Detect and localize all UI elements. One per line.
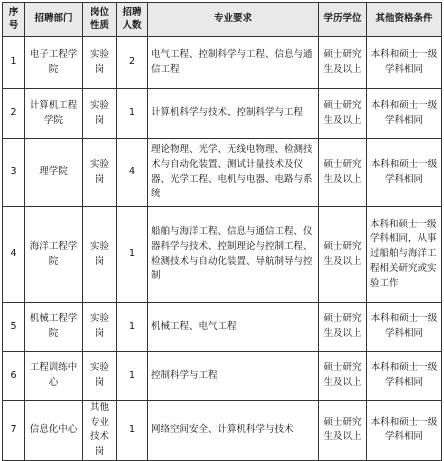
- table-row: [3, 37, 442, 89]
- cell-dept: 理学院: [25, 139, 83, 207]
- cell-no: 3: [3, 139, 25, 207]
- cell-count: 1: [117, 89, 148, 139]
- cell-degree: 硕士研究生及以上: [319, 37, 367, 89]
- cell-degree: 硕士研究生及以上: [319, 207, 367, 303]
- table-row: [3, 401, 442, 461]
- cell-no: 1: [3, 37, 25, 89]
- cell-other: 本科和硕士一级学科相同: [367, 139, 442, 207]
- header-major: 专业要求: [148, 3, 319, 37]
- cell-count: 1: [117, 401, 148, 461]
- cell-post-type: 实验岗: [83, 207, 117, 303]
- cell-count: 1: [117, 207, 148, 303]
- cell-dept: 信息化中心: [25, 401, 83, 461]
- cell-major: 计算机科学与技术、控制科学与工程: [148, 89, 319, 139]
- header-degree: 学历学位: [319, 3, 367, 37]
- cell-degree: 硕士研究生及以上: [319, 352, 367, 401]
- cell-post-type: 实验岗: [83, 89, 117, 139]
- cell-post-type: 实验岗: [83, 303, 117, 352]
- cell-degree: 硕士研究生及以上: [319, 401, 367, 461]
- cell-other: 本科和硕士一级学科相同: [367, 352, 442, 401]
- cell-post-type: 实验岗: [83, 37, 117, 89]
- cell-count: 1: [117, 303, 148, 352]
- cell-major: 电气工程、控制科学与工程、信息与通信工程: [148, 37, 319, 89]
- cell-post-type: 其他专业技术岗: [83, 401, 117, 461]
- cell-post-type: 实验岗: [83, 352, 117, 401]
- header-other: 其他资格条件: [367, 3, 442, 37]
- cell-no: 5: [3, 303, 25, 352]
- cell-dept: 工程训练中心: [25, 352, 83, 401]
- header-count: 招聘人数: [117, 3, 148, 37]
- cell-other: 本科和硕士一级学科相同，从事过船舶与海洋工程相关研究或实验工作: [367, 207, 442, 303]
- header-row: [3, 3, 442, 37]
- cell-count: 1: [117, 352, 148, 401]
- cell-major: 理论物理、光学、无线电物理、检测技术与自动化装置、测试计量技术及仪器、光学工程、电机与电器、电路与系统: [148, 139, 319, 207]
- cell-major: 机械工程、电气工程: [148, 303, 319, 352]
- cell-other: 本科和硕士一级学科相同: [367, 401, 442, 461]
- cell-no: 7: [3, 401, 25, 461]
- cell-count: 4: [117, 139, 148, 207]
- table-row: [3, 89, 442, 139]
- header-no: 序号: [3, 3, 25, 37]
- cell-no: 6: [3, 352, 25, 401]
- cell-other: 本科和硕士一级学科相同: [367, 303, 442, 352]
- cell-no: 2: [3, 89, 25, 139]
- header-post-type: 岗位性质: [83, 3, 117, 37]
- cell-post-type: 实验岗: [83, 139, 117, 207]
- recruitment-table: [2, 2, 442, 461]
- cell-degree: 硕士研究生及以上: [319, 303, 367, 352]
- table-row: [3, 139, 442, 207]
- cell-major: 网络空间安全、计算机科学与技术: [148, 401, 319, 461]
- cell-degree: 硕士研究生及以上: [319, 139, 367, 207]
- cell-dept: 机械工程学院: [25, 303, 83, 352]
- cell-dept: 计算机工程学院: [25, 89, 83, 139]
- header-dept: 招聘部门: [25, 3, 83, 37]
- cell-no: 4: [3, 207, 25, 303]
- cell-dept: 电子工程学院: [25, 37, 83, 89]
- cell-other: 本科和硕士一级学科相同: [367, 89, 442, 139]
- cell-dept: 海洋工程学院: [25, 207, 83, 303]
- cell-other: 本科和硕士一级学科相同: [367, 37, 442, 89]
- table-row: [3, 303, 442, 352]
- table-row: [3, 352, 442, 401]
- table-row: [3, 207, 442, 303]
- cell-degree: 硕士研究生及以上: [319, 89, 367, 139]
- cell-major: 船舶与海洋工程、信息与通信工程、仪器科学与技术、控制理论与控制工程、检测技术与自动化装置、导航制导与控制: [148, 207, 319, 303]
- cell-major: 控制科学与工程: [148, 352, 319, 401]
- cell-count: 2: [117, 37, 148, 89]
